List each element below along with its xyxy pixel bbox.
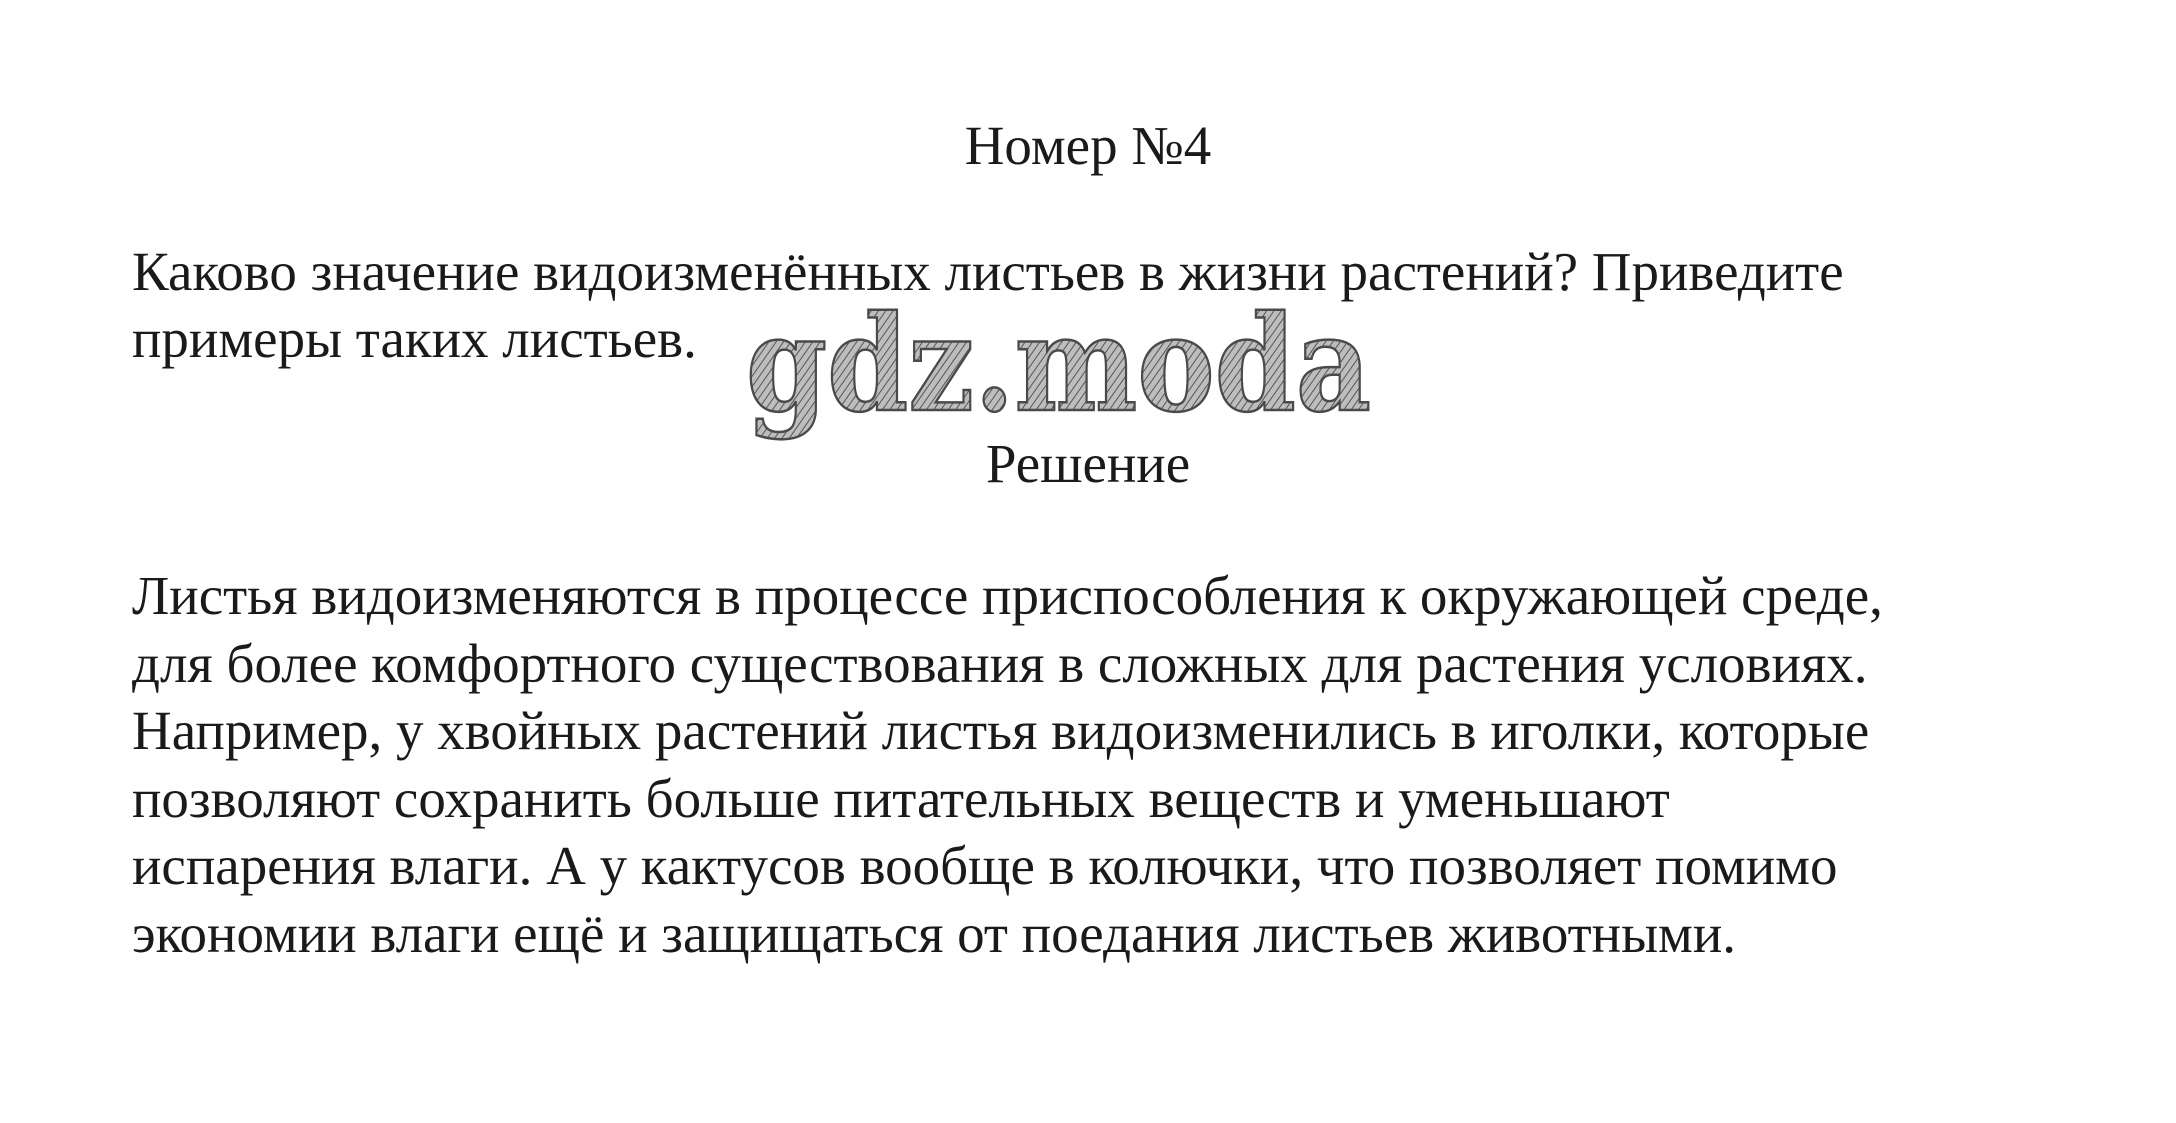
solution-heading: Решение	[985, 433, 1191, 494]
answer-line: для более комфортного существования в сложных для растения условиях.	[132, 632, 1868, 694]
question-line: Каково значение видоизменённых листьев в жизни растений? Приведите	[132, 241, 1844, 302]
answer-line: экономии влаги ещё и защищаться от поедания листьев животными.	[132, 902, 1737, 964]
answer-line: позволяют сохранить больше питательных веществ и уменьшают	[132, 767, 1670, 829]
answer-text	[132, 562, 2092, 967]
question-line: примеры таких листьев.	[132, 308, 697, 369]
answer-line: испарения влаги. А у кактусов вообще в колючки, что позволяет помимо	[132, 835, 1838, 896]
watermark-text: gdz.moda	[746, 287, 1371, 442]
watermark-logo	[740, 288, 1380, 448]
answer-line: Например, у хвойных растений листья видоизменились в иголки, которые	[132, 700, 1870, 761]
answer-line: Листья видоизменяются в процессе приспособления к окружающей среде,	[132, 565, 1883, 626]
page-title: Номер №4	[964, 115, 1212, 176]
